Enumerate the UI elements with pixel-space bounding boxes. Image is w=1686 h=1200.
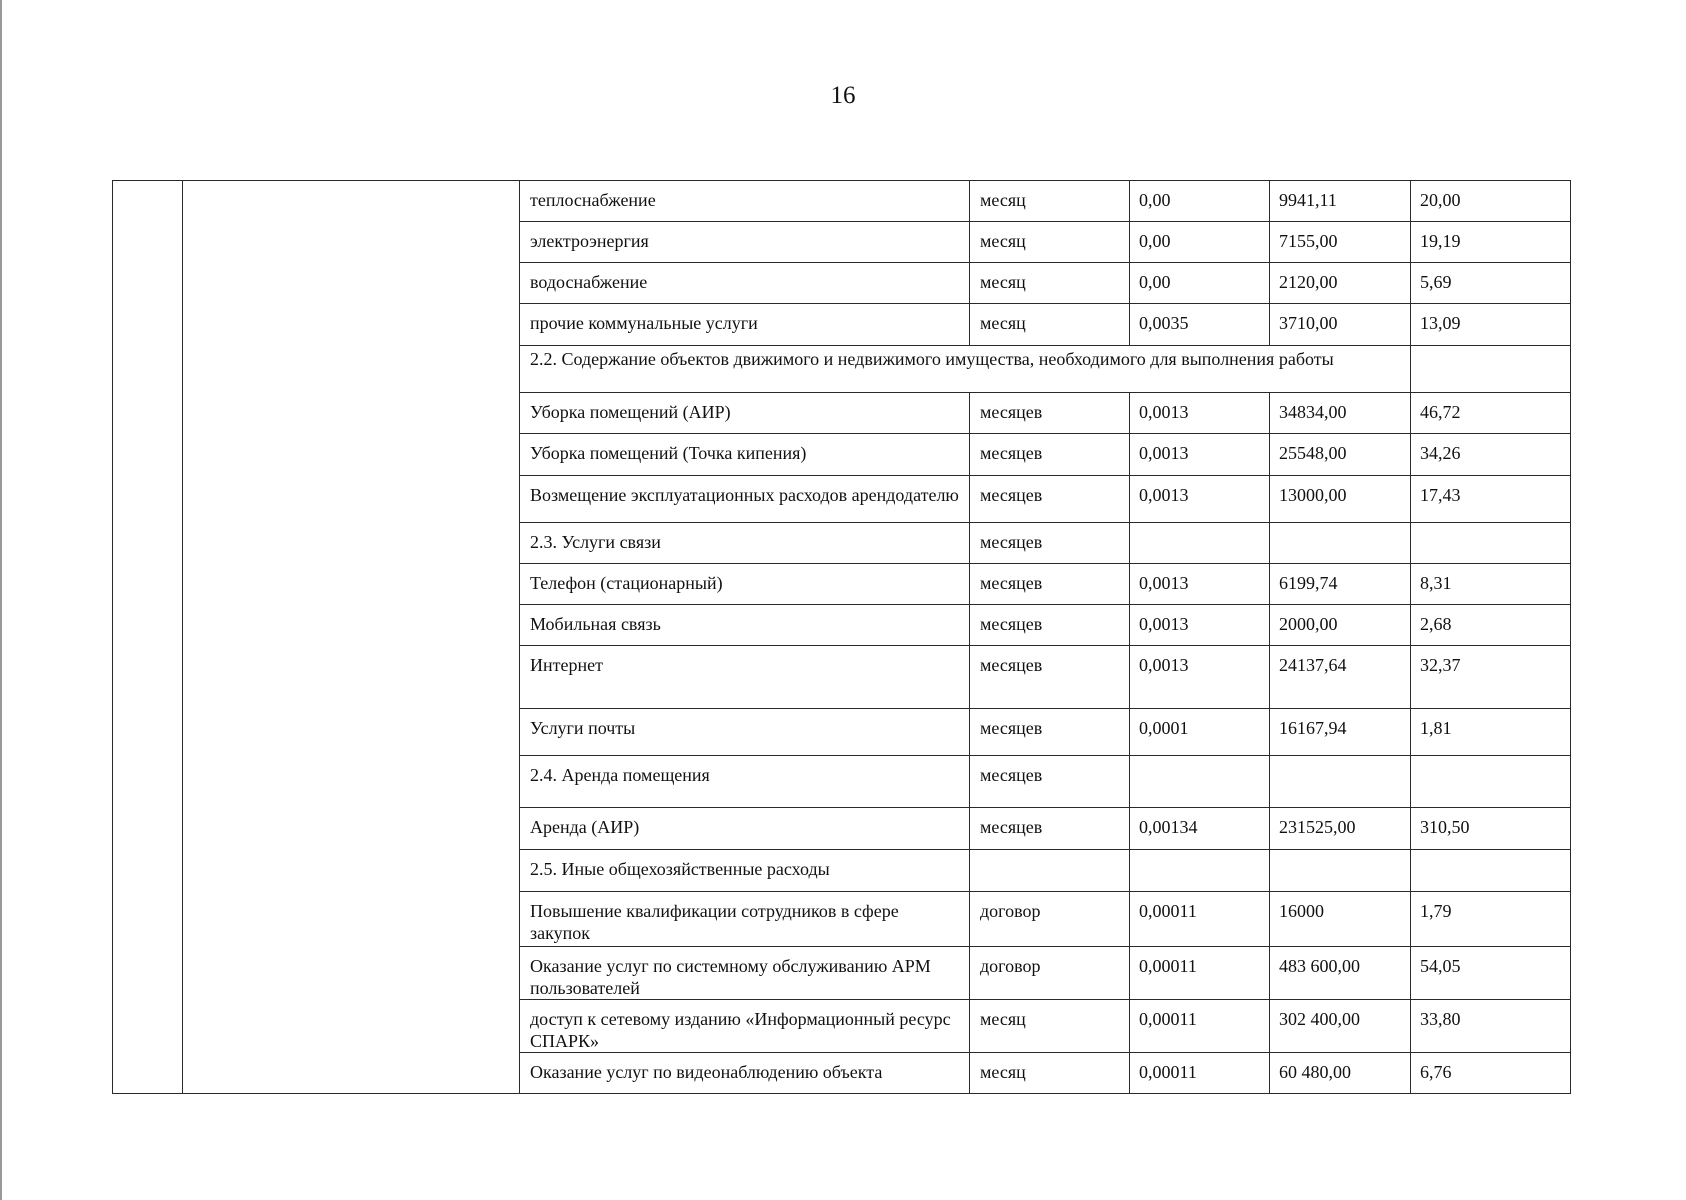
unit-cell: месяц <box>970 304 1130 346</box>
coefficient-cell: 0,00 <box>1130 263 1270 304</box>
price-cell: 34834,00 <box>1270 393 1411 434</box>
price-cell: 25548,00 <box>1270 434 1411 476</box>
unit-cell: месяцев <box>970 523 1130 564</box>
price-cell: 60 480,00 <box>1270 1053 1411 1094</box>
item-name-cell: Телефон (стационарный) <box>520 564 970 605</box>
price-cell: 302 400,00 <box>1270 1000 1411 1053</box>
unit-cell: месяц <box>970 263 1130 304</box>
sum-cell: 13,09 <box>1411 304 1571 346</box>
item-name-cell: доступ к сетевому изданию «Информационный ресурс СПАРК» <box>520 1000 970 1053</box>
price-cell: 231525,00 <box>1270 808 1411 850</box>
sum-cell: 5,69 <box>1411 263 1571 304</box>
unit-cell: месяцев <box>970 393 1130 434</box>
item-name-cell: 2.5. Иные общехозяйственные расходы <box>520 850 970 892</box>
item-name-cell: Уборка помещений (АИР) <box>520 393 970 434</box>
blank-left-cell <box>113 181 183 1094</box>
unit-cell: месяцев <box>970 808 1130 850</box>
unit-cell: месяц <box>970 222 1130 263</box>
cost-table <box>112 180 1571 1094</box>
item-name-cell: электроэнергия <box>520 222 970 263</box>
sum-cell: 6,76 <box>1411 1053 1571 1094</box>
coefficient-cell: 0,00011 <box>1130 1000 1270 1053</box>
price-cell <box>1270 756 1411 808</box>
item-name-cell: Повышение квалификации сотрудников в сфере закупок <box>520 892 970 947</box>
sum-cell <box>1411 850 1571 892</box>
unit-cell: месяцев <box>970 564 1130 605</box>
price-cell: 483 600,00 <box>1270 947 1411 1000</box>
sum-cell: 20,00 <box>1411 181 1571 222</box>
item-name-cell: Оказание услуг по системному обслуживанию АРМ пользователей <box>520 947 970 1000</box>
item-name-cell: Аренда (АИР) <box>520 808 970 850</box>
sum-cell: 34,26 <box>1411 434 1571 476</box>
item-name-cell: Возмещение эксплуатационных расходов арендодателю <box>520 476 970 523</box>
coefficient-cell: 0,0035 <box>1130 304 1270 346</box>
coefficient-cell: 0,0013 <box>1130 646 1270 709</box>
sum-cell: 17,43 <box>1411 476 1571 523</box>
price-cell: 3710,00 <box>1270 304 1411 346</box>
price-cell: 16167,94 <box>1270 709 1411 756</box>
price-cell <box>1270 850 1411 892</box>
coefficient-cell: 0,00011 <box>1130 947 1270 1000</box>
unit-cell <box>970 850 1130 892</box>
item-name-cell: Уборка помещений (Точка кипения) <box>520 434 970 476</box>
item-name-cell: Интернет <box>520 646 970 709</box>
coefficient-cell: 0,0013 <box>1130 393 1270 434</box>
unit-cell: месяц <box>970 1000 1130 1053</box>
sum-cell: 1,81 <box>1411 709 1571 756</box>
sum-cell <box>1411 756 1571 808</box>
table-body <box>113 181 1571 1094</box>
coefficient-cell: 0,00 <box>1130 222 1270 263</box>
price-cell: 13000,00 <box>1270 476 1411 523</box>
coefficient-cell: 0,0001 <box>1130 709 1270 756</box>
price-cell: 24137,64 <box>1270 646 1411 709</box>
coefficient-cell: 0,0013 <box>1130 605 1270 646</box>
unit-cell: договор <box>970 892 1130 947</box>
item-name-cell: теплоснабжение <box>520 181 970 222</box>
coefficient-cell: 0,00134 <box>1130 808 1270 850</box>
coefficient-cell: 0,00011 <box>1130 892 1270 947</box>
coefficient-cell: 0,00 <box>1130 181 1270 222</box>
unit-cell: месяцев <box>970 646 1130 709</box>
unit-cell: договор <box>970 947 1130 1000</box>
sum-cell: 2,68 <box>1411 605 1571 646</box>
unit-cell: месяц <box>970 1053 1130 1094</box>
price-cell: 7155,00 <box>1270 222 1411 263</box>
sum-cell: 46,72 <box>1411 393 1571 434</box>
price-cell: 16000 <box>1270 892 1411 947</box>
unit-cell: месяцев <box>970 605 1130 646</box>
coefficient-cell <box>1130 850 1270 892</box>
price-cell: 6199,74 <box>1270 564 1411 605</box>
sum-cell: 310,50 <box>1411 808 1571 850</box>
price-cell <box>1270 523 1411 564</box>
sum-cell: 19,19 <box>1411 222 1571 263</box>
sum-cell: 32,37 <box>1411 646 1571 709</box>
coefficient-cell: 0,0013 <box>1130 434 1270 476</box>
sum-cell <box>1411 346 1571 393</box>
table-row <box>113 181 1571 222</box>
scan-edge <box>0 0 2 1200</box>
unit-cell: месяцев <box>970 709 1130 756</box>
sum-cell: 54,05 <box>1411 947 1571 1000</box>
sum-cell: 8,31 <box>1411 564 1571 605</box>
coefficient-cell: 0,0013 <box>1130 476 1270 523</box>
blank-left-cell <box>183 181 520 1094</box>
item-name-cell: Оказание услуг по видеонаблюдению объекта <box>520 1053 970 1094</box>
unit-cell: месяцев <box>970 756 1130 808</box>
sum-cell: 33,80 <box>1411 1000 1571 1053</box>
unit-cell: месяцев <box>970 476 1130 523</box>
price-cell: 2000,00 <box>1270 605 1411 646</box>
coefficient-cell <box>1130 756 1270 808</box>
sum-cell: 1,79 <box>1411 892 1571 947</box>
unit-cell: месяцев <box>970 434 1130 476</box>
price-cell: 2120,00 <box>1270 263 1411 304</box>
item-name-cell: Мобильная связь <box>520 605 970 646</box>
item-name-cell: Услуги почты <box>520 709 970 756</box>
coefficient-cell: 0,00011 <box>1130 1053 1270 1094</box>
coefficient-cell <box>1130 523 1270 564</box>
item-name-cell: водоснабжение <box>520 263 970 304</box>
item-name-cell: 2.3. Услуги связи <box>520 523 970 564</box>
page-number: 16 <box>830 82 856 109</box>
price-cell: 9941,11 <box>1270 181 1411 222</box>
coefficient-cell: 0,0013 <box>1130 564 1270 605</box>
item-name-cell: 2.4. Аренда помещения <box>520 756 970 808</box>
section-heading-cell: 2.2. Содержание объектов движимого и недвижимого имущества, необходимого для выполнения работы <box>520 346 1411 393</box>
unit-cell: месяц <box>970 181 1130 222</box>
item-name-cell: прочие коммунальные услуги <box>520 304 970 346</box>
sum-cell <box>1411 523 1571 564</box>
